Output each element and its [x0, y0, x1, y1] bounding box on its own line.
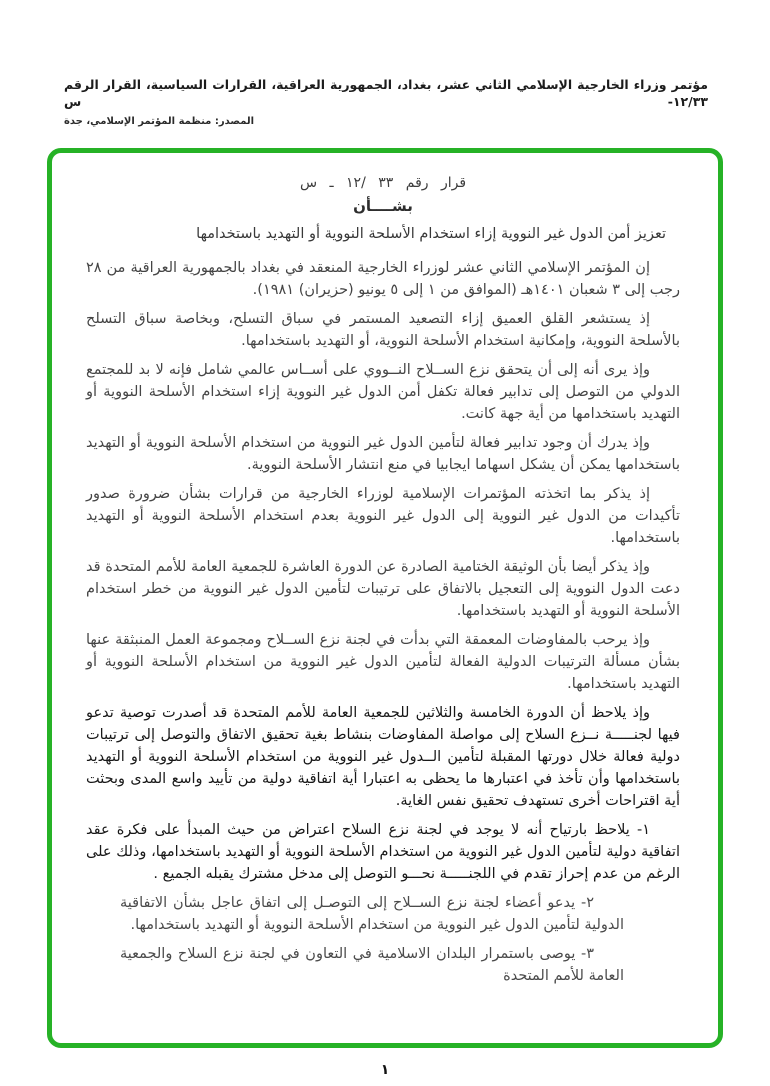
page-number: ١ [380, 1062, 390, 1078]
regarding-label: بشــــأن [353, 197, 413, 215]
paragraph-preamble-7: وإذ يرحب بالمفاوضات المعمقة التي بدأت في لجنة نزع الســلاح ومجموعة العمل المنبثقة عنها بشأن مسألة الترتيبات الدولية الفعالة لتأمين الدول غير النووية من استخدام الأسلحة النووية أو التهديد باستخدامها. [86, 632, 680, 692]
document-header [64, 76, 708, 127]
paragraph-preamble-4: وإذ يدرك أن وجود تدابير فعالة لتأمين الدول غير النووية من استخدام الأسلحة النووية أو التهديد باستخدامها يمكن أن يشكل اسهاما ايجابيا في منع انتشار الأسلحة النووية. [86, 435, 680, 473]
paragraph-preamble-1: إن المؤتمر الإسلامي الثاني عشر لوزراء الخارجية المنعقد في بغداد بالجمهورية العراقية من ٢٨ رجب إلى ٣ شعبان ١٤٠١هـ (الموافق من ١ إلى ٥ يونيو (حزيران) ١٩٨١). [86, 260, 680, 298]
operative-item-3: ٣- يوصى باستمرار البلدان الاسلامية في التعاون في لجنة نزع السلاح والجمعية العامة للأمم المتحدة [120, 946, 624, 984]
paragraph-preamble-5: إذ يذكر بما اتخذته المؤتمرات الإسلامية لوزراء الخارجية من قرارات بشأن ضرورة صدور تأكيدات من الدول غير النووية إلى الدول غير النووية بعدم استخدام الأسلحة النووية أو التهديد باستخدامها. [86, 486, 680, 546]
operative-item-1: ١- يلاحظ بارتياح أنه لا يوجد في لجنة نزع السلاح اعتراض من حيث المبدأ على فكرة عقد اتفاقية دولية لتأمين الدول غير النووية من استخدام الأسلحة النووية أو التهديد باستخدامها، وذلك على الرغم من عدم إحراز تقدم في اللجنـــــة نحـــو التوصل إلى مدخل مشترك يقبله الجميع . [86, 822, 680, 882]
header-title: مؤتمر وزراء الخارجية الإسلامي الثاني عشر، بغداد، الجمهورية العراقية، القرارات السياسية، القرار الرقم ١٢/٣٣- س [64, 77, 708, 109]
paragraph-preamble-8: وإذ يلاحظ أن الدورة الخامسة والثلاثين للجمعية العامة للأمم المتحدة قد أصدرت توصية تدعو فيها لجنـــــة نــزع السلاح إلى مواصلة المفاوضات بنشاط بغية تحقيق الاتفاق والتوصل إلى ترتيبات دولية فعالة خلال دورتها المقبلة لتأمين الــدول غير النووية من استخدام الأسلحة النووية أو التهديد باستخدامها وأن تأخذ في اعتبارها ما يحظى به اعتبارا أية اتفاقية دولية من تأييد واسع المدى وبحثت أية اقتراحات أخرى تستهدف تحقيق نفس الغاية. [86, 705, 680, 809]
paragraph-preamble-3: وإذ يرى أنه إلى أن يتحقق نزع الســلاح النــووي على أســاس عالمي شامل فإنه لا بد للمجتمع الدولي من التوصل إلى تدابير فعالة تكفل أمن الدول غير النووية إزاء استخدام الأسلحة النووية أو التهديد باستخدامها من أية جهة كانت. [86, 362, 680, 422]
resolution-number: قرار رقم ٣٣ /١٢ ـ س [299, 175, 467, 191]
paragraph-preamble-2: إذ يستشعر القلق العميق إزاء التصعيد المستمر في سباق التسلح، وبخاصة سباق التسلح بالأسلحة النووية، وإمكانية استخدام الأسلحة النووية، أو التهديد باستخدامها. [86, 311, 680, 349]
content-frame [47, 148, 723, 1048]
header-source: المصدر: منظمة المؤتمر الإسلامي، جدة [64, 116, 255, 127]
paragraph-preamble-6: وإذ يذكر أيضا بأن الوثيقة الختامية الصادرة عن الدورة العاشرة للجمعية العامة للأمم المتحدة قد دعت الدول النووية إلى التعجيل بالاتفاق على ترتيبات لتأمين الدول غير النووية من خطر استخدام الأسلحة النووية أو التهديد باستخدامها. [86, 559, 680, 619]
resolution-title: تعزيز أمن الدول غير النووية إزاء استخدام الأسلحة النووية أو التهديد باستخدامها [196, 226, 666, 242]
operative-item-2: ٢- يدعو أعضاء لجنة نزع الســلاح إلى التوصـل إلى اتفاق عاجل بشأن الاتفاقية الدولية لتأمين الدول غير النووية من استخدام الأسلحة النووية أو التهديد باستخدامها. [120, 895, 624, 933]
